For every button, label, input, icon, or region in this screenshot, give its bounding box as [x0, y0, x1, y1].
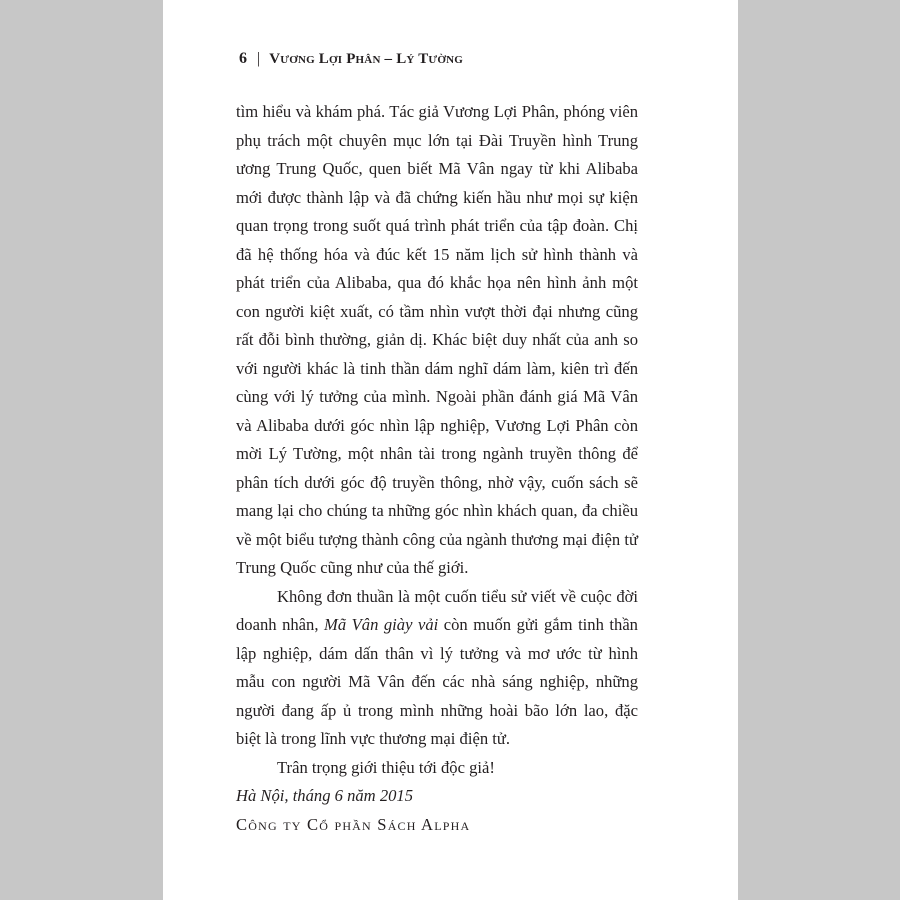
left-margin-background	[0, 0, 163, 900]
header-separator: |	[257, 50, 261, 67]
running-header	[239, 50, 659, 72]
paragraph-purpose-end: còn muốn gửi gắm tinh thần lập nghiệp, dám dấn thân vì lý tưởng và mơ ước từ hình mẫu con người Mã Vân đến các nhà sáng nghiệp, những người đang ấp ủ trong mình những hoài bão lớn lao, đặc biệt là trong lĩnh vực thương mại điện tử.	[236, 615, 638, 748]
paragraph-purpose	[236, 583, 638, 754]
publisher-signature: Công ty Cổ phần Sách Alpha	[236, 814, 471, 834]
closing-line: Trân trọng giới thiệu tới độc giả!	[277, 757, 495, 777]
paragraph-purpose-start: Không đơn thuần là một cuốn tiểu sử viết về cuộc đời doanh nhân,	[236, 586, 638, 634]
right-margin-background	[738, 0, 900, 900]
page-number: 6	[239, 50, 247, 67]
book-title-italic: Mã Vân giày vải	[324, 615, 439, 634]
body-text	[236, 98, 638, 839]
dateline: Hà Nội, tháng 6 năm 2015	[236, 786, 414, 805]
running-title: Vương Lợi Phân – Lý Tường	[269, 51, 464, 67]
book-page	[163, 0, 738, 900]
paragraph-continued: tìm hiểu và khám phá. Tác giả Vương Lợi Phân, phóng viên phụ trách một chuyên mục lớn tại Đài Truyền hình Trung ương Trung Quốc, quen biết Mã Vân ngay từ khi Alibaba mới được thành lập và đã chứng kiến hầu như mọi sự kiện quan trọng trong suốt quá trình phát triển của tập đoàn. Chị đã hệ thống hóa và đúc kết 15 năm lịch sử hình thành và phát triển của Alibaba, qua đó khắc họa nên hình ảnh một con người kiệt xuất, có tầm nhìn vượt thời đại nhưng cũng rất đỗi bình thường, giản dị. Khác biệt duy nhất của anh so với người khác là tinh thần dám nghĩ dám làm, kiên trì đến cùng với lý tưởng của mình. Ngoài phần đánh giá Mã Vân và Alibaba dưới góc nhìn lập nghiệp, Vương Lợi Phân còn mời Lý Tường, một nhân tài trong ngành truyền thông để phân tích dưới góc độ truyền thông, nhờ vậy, cuốn sách sẽ mang lại cho chúng ta những góc nhìn khách quan, đa chiều về một biểu tượng thành công của ngành thương mại điện tử Trung Quốc cũng như của thế giới.	[236, 102, 638, 577]
